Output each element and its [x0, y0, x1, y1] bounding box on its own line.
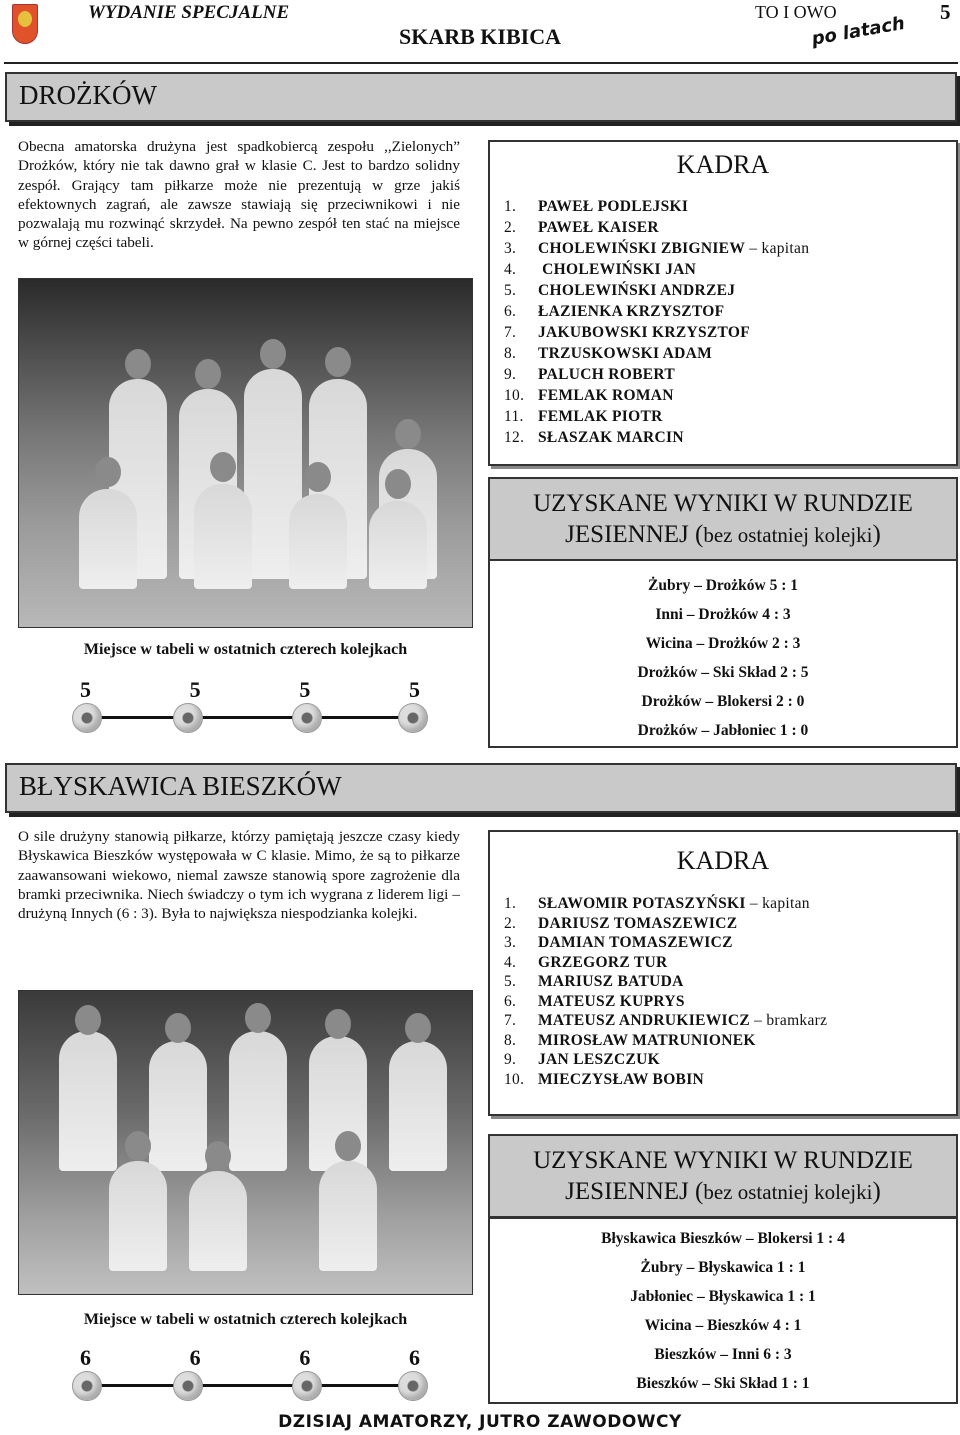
football-icon	[292, 703, 322, 733]
squad-member	[504, 992, 956, 1012]
match-result: Drożków – Jabłoniec 1 : 0	[637, 722, 809, 739]
squad-number: 2.	[504, 219, 517, 236]
page-number: 5	[940, 0, 951, 24]
squad-member	[504, 196, 956, 217]
squad-title: KADRA	[676, 846, 770, 875]
squad-member	[504, 259, 956, 280]
player-name: MIROSŁAW MATRUNIONEK	[538, 1031, 756, 1049]
squad-number: 9.	[504, 366, 517, 383]
squad-list	[490, 196, 956, 448]
squad-member	[504, 280, 956, 301]
player-name: PAWEŁ KAISER	[538, 219, 659, 236]
position-value: 5	[408, 677, 420, 702]
squad-member	[504, 1011, 956, 1031]
squad-number: 7.	[504, 324, 517, 341]
position-value: 6	[299, 1345, 311, 1370]
player-name: CHOLEWIŃSKI ZBIGNIEW	[538, 240, 746, 257]
football-icon	[72, 703, 102, 733]
table-positions	[40, 1345, 460, 1371]
player-name: CHOLEWIŃSKI ANDRZEJ	[538, 282, 736, 299]
team-photo	[18, 990, 473, 1295]
squad-number: 4.	[504, 261, 517, 278]
player-name: MATEUSZ KUPRYS	[538, 992, 685, 1010]
football-icon	[292, 1371, 322, 1401]
player-name: FEMLAK ROMAN	[538, 387, 674, 404]
player-name: FEMLAK PIOTR	[538, 408, 663, 425]
position-value: 5	[299, 677, 311, 702]
player-name: JAN LESZCZUK	[538, 1051, 661, 1068]
position-value: 6	[80, 1345, 91, 1370]
results-heading: UZYSKANE WYNIKI W RUNDZIE JESIENNEJ (bez ostatniej kolejki)	[488, 477, 958, 561]
squad-number: 8.	[504, 1031, 517, 1049]
squad-member	[504, 364, 956, 385]
match-result: Drożków – Blokersi 2 : 0	[641, 693, 805, 710]
match-result: Błyskawica Bieszków – Blokersi 1 : 4	[601, 1230, 845, 1247]
table-position-label: Miejsce w tabeli w ostatnich czterech kolejkach	[83, 1311, 408, 1328]
squad-number: 5.	[504, 973, 517, 990]
squad-member	[504, 343, 956, 364]
match-result: Wicina – Bieszków 4 : 1	[644, 1317, 802, 1334]
squad-number: 10.	[504, 387, 525, 404]
team-description: O sile drużyny stanowią piłkarze, którzy pamiętają jeszcze czasy kiedy Błyskawica Bieszków występowała w C klasie. Mimo, że są to piłkarze zaawansowani wiekowo, niemal zawsze stanowią spore zagrożenie dla bramki przeciwnika. Niech świadczy o tym ich wygrana z liderem ligi – drużyną Innych (6 : 3). Była to największa niespodzianka kolejki.	[18, 828, 460, 923]
player-name: DARIUSZ TOMASZEWICZ	[538, 914, 738, 932]
squad-number: 6.	[504, 992, 517, 1010]
squad-number: 2.	[504, 914, 517, 932]
player-name: SŁAWOMIR POTASZYŃSKI	[538, 895, 746, 912]
results-list	[488, 1217, 958, 1404]
squad-member	[504, 914, 956, 934]
squad-list	[490, 894, 956, 1089]
squad-number: 1.	[504, 895, 517, 912]
page-title: SKARB KIBICA	[399, 24, 561, 49]
squad-member	[504, 1050, 956, 1070]
player-name: SŁASZAK MARCIN	[538, 429, 684, 446]
edition-label: WYDANIE SPECJALNE	[88, 2, 290, 23]
squad-member	[504, 953, 956, 973]
position-value: 5	[189, 677, 201, 702]
results-title-note: bez ostatniej kolejki	[703, 1180, 873, 1204]
squad-member	[504, 1070, 956, 1090]
player-name: GRZEGORZ TUR	[538, 953, 668, 971]
squad-number: 7.	[504, 1012, 517, 1029]
match-result: Żubry – Błyskawica 1 : 1	[640, 1259, 806, 1276]
position-value: 5	[80, 677, 91, 702]
match-result: Bieszków – Ski Skład 1 : 1	[636, 1375, 810, 1392]
team-description: Obecna amatorska drużyna jest spadkobiercą zespołu ,,Zielonych” Drożków, który nie tak dawno grał w klasie C. Jest to bardzo solidny zespół. Grający tam piłkarze może nie prezentują w grze jakiś efektownych zagrań, ale zawsze stawiają się przeciwnikowi i nie pozwalają mu rozwinąć skrzydeł. Na pewno zespół ten stać na miejsce w górnej części tabeli.	[18, 138, 460, 252]
squad-box	[488, 830, 958, 1116]
player-name: CHOLEWIŃSKI JAN	[538, 261, 697, 278]
player-name: MATEUSZ ANDRUKIEWICZ	[538, 1012, 750, 1029]
team-heading: BŁYSKAWICA BIESZKÓW	[5, 763, 957, 813]
team-heading: DROŻKÓW	[5, 72, 957, 122]
results-title: UZYSKANE WYNIKI W RUNDZIE JESIENNEJ (	[533, 490, 913, 548]
section-label: TO I OWO	[755, 2, 837, 22]
squad-member	[504, 406, 956, 427]
squad-member	[504, 301, 956, 322]
section-subtitle: po latach	[810, 12, 907, 50]
squad-number: 6.	[504, 303, 517, 320]
match-result: Bieszków – Inni 6 : 3	[654, 1346, 792, 1363]
football-icon	[398, 1371, 428, 1401]
squad-number: 9.	[504, 1051, 517, 1068]
match-result: Drożków – Ski Skład 2 : 5	[637, 664, 809, 681]
squad-member	[504, 427, 956, 448]
squad-member	[504, 894, 956, 914]
position-value: 6	[408, 1345, 420, 1370]
player-role: – kapitan	[745, 240, 810, 257]
squad-title: KADRA	[676, 150, 770, 179]
positions-track	[88, 716, 418, 719]
player-role: – bramkarz	[749, 1012, 828, 1029]
squad-number: 8.	[504, 345, 517, 362]
squad-member	[504, 972, 956, 992]
squad-number: 1.	[504, 198, 517, 215]
squad-box	[488, 140, 958, 466]
squad-number: 3.	[504, 934, 517, 951]
football-icon	[398, 703, 428, 733]
squad-member	[504, 933, 956, 953]
player-name: MIECZYSŁAW BOBIN	[538, 1070, 705, 1088]
squad-member	[504, 217, 956, 238]
squad-number: 5.	[504, 282, 517, 299]
player-role: – kapitan	[745, 895, 810, 912]
results-list	[488, 559, 958, 748]
squad-number: 12.	[504, 429, 525, 446]
footer-slogan: DZISIAJ AMATORZY, JUTRO ZAWODOWCY	[278, 1412, 682, 1432]
squad-number: 3.	[504, 240, 517, 257]
squad-member	[504, 1031, 956, 1051]
player-name: MARIUSZ BATUDA	[538, 973, 684, 990]
squad-member	[504, 322, 956, 343]
squad-member	[504, 238, 956, 259]
positions-track	[88, 1384, 418, 1387]
team-photo	[18, 278, 473, 628]
player-name: PAWEŁ PODLEJSKI	[538, 198, 689, 215]
player-name: PALUCH ROBERT	[538, 366, 675, 383]
table-positions	[40, 677, 460, 703]
match-result: Wicina – Drożków 2 : 3	[645, 635, 801, 652]
match-result: Jabłoniec – Błyskawica 1 : 1	[630, 1288, 816, 1305]
player-name: ŁAZIENKA KRZYSZTOF	[538, 303, 725, 320]
match-result: Inni – Drożków 4 : 3	[655, 606, 791, 623]
results-title: UZYSKANE WYNIKI W RUNDZIE JESIENNEJ (	[533, 1147, 913, 1205]
squad-number: 4.	[504, 953, 517, 971]
player-name: TRZUSKOWSKI ADAM	[538, 345, 713, 362]
player-name: JAKUBOWSKI KRZYSZTOF	[538, 324, 750, 341]
football-icon	[72, 1371, 102, 1401]
football-icon	[173, 1371, 203, 1401]
squad-member	[504, 385, 956, 406]
squad-number: 10.	[504, 1070, 525, 1088]
position-value: 6	[189, 1345, 201, 1370]
crest-logo	[12, 4, 38, 44]
header-rule	[4, 62, 958, 64]
match-result: Żubry – Drożków 5 : 1	[648, 577, 798, 594]
squad-number: 11.	[504, 408, 524, 425]
player-name: DAMIAN TOMASZEWICZ	[538, 934, 733, 951]
football-icon	[173, 703, 203, 733]
table-position-label: Miejsce w tabeli w ostatnich czterech kolejkach	[83, 641, 408, 658]
results-heading: UZYSKANE WYNIKI W RUNDZIE JESIENNEJ (bez ostatniej kolejki)	[488, 1134, 958, 1218]
results-title-note: bez ostatniej kolejki	[703, 523, 873, 547]
